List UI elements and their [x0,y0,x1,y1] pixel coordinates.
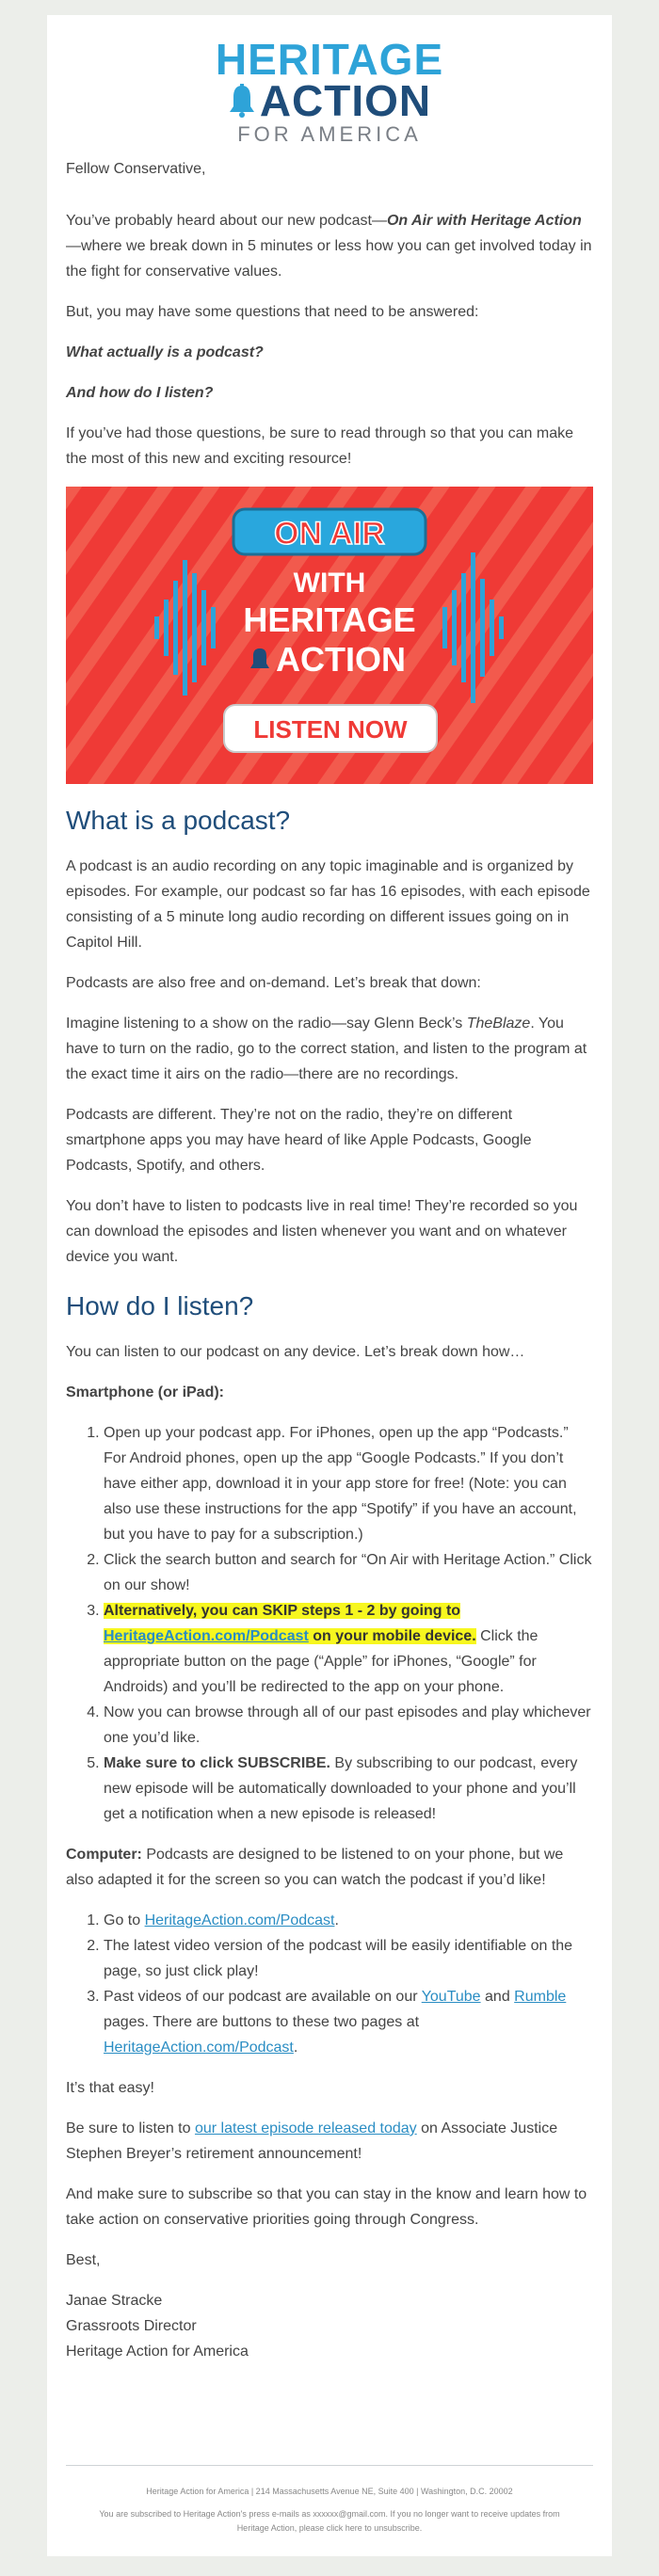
footer-address: Heritage Action for America | 214 Massachusetts Avenue NE, Suite 400 | Washington, D.C. 20002 [146,2487,513,2496]
how-paragraph-1: You can listen to our podcast on any device. Let’s break down how… [66,1344,525,1360]
what-p3-suffix: . You have to turn on the radio, go to the correct station, and listen to the program at the exact time it airs on the radio—there are no recordings. [66,1016,587,1082]
smartphone-step-4: 4. Now you can browse through all of our past episodes and play whichever one you’d like. [104,1700,593,1751]
computer-step-2: 2. The latest video version of the podcast will be easily identifiable on the page, so just click play! [104,1933,593,1984]
heritage-action-logo[interactable] [47,24,612,147]
logo-word-heritage: HERITAGE [215,35,444,84]
signer-title: Grassroots Director [66,2318,197,2334]
signature-block [66,2288,593,2364]
what-heading: What is a podcast? [66,806,291,835]
question-1: What actually is a podcast? [66,344,264,360]
signer-org: Heritage Action for America [66,2344,249,2360]
logo-word-action [47,76,612,125]
computer-step-3-and: and [480,1989,515,2005]
podcast-page-link[interactable]: HeritageAction.com/Podcast [104,1628,309,1644]
computer-step-3-prefix: Past videos of our podcast are available on our [104,1989,422,2005]
smartphone-steps [104,1420,593,1827]
smartphone-step-1: 1. Open up your podcast app. For iPhones, open up the app “Podcasts.” For Android phones, open up the app “Google Podcasts.” If you don’t have either app, download it in your app store for free! (Note: you can also use these instructions for the app “Spotify” if you have an account, but you have to pay for a subscription.) [104,1420,593,1547]
intro-paragraph-3: If you’ve had those questions, be sure to read through so that you can make the most of this new and exciting resource! [66,425,574,467]
footer-unsubscribe-text[interactable]: You are subscribed to Heritage Action's press e-mails as xxxxxx@gmail.com. If you no longer want to receive updates from Heritage Action, please click here to unsubscribe. [99,2509,560,2533]
mobile-device-highlight: on your mobile device. [308,1628,476,1644]
subscribe-instruction: Make sure to click SUBSCRIBE. [104,1755,330,1771]
intro-paragraph-2: But, you may have some questions that need to be answered: [66,304,479,320]
latest-episode-paragraph [66,2116,593,2167]
computer-step-3-suffix: . [293,2040,298,2056]
skip-steps-highlight: Alternatively, you can SKIP steps 1 - 2 by going to [104,1603,461,1619]
footer-divider [66,2465,593,2466]
logo-word-for-america: FOR AMERICA [237,122,422,146]
computer-step-3-mid: pages. There are buttons to these two pages at [104,2014,420,2030]
what-paragraph-1: A podcast is an audio recording on any topic imaginable and is organized by episodes. For example, our podcast so far has 16 episodes, with each episode consisting of a 5 minute long audio recording on different issues going on in Capitol Hill. [66,858,590,951]
signer-name: Janae Stracke [66,2293,163,2309]
banner-with-text: WITH [293,568,366,599]
greeting: Fellow Conservative, [66,161,206,177]
intro-paragraph-1 [66,208,593,284]
on-air-banner[interactable] [66,487,593,784]
smartphone-step-3 [104,1598,593,1700]
computer-paragraph [66,1842,593,1893]
banner-heritage-text: HERITAGE [243,600,416,639]
computer-label: Computer: [66,1847,142,1863]
latest-episode-suffix: on Associate Justice Stephen Breyer’s retirement announcement! [66,2120,558,2162]
computer-step-3 [104,1984,593,2060]
computer-steps [104,1908,593,2060]
question-2: And how do I listen? [66,385,214,401]
what-paragraph-4: Podcasts are different. They’re not on the radio, they’re on different smartphone apps you may have heard of like Apple Podcasts, Google Podcasts, Spotify, and others. [66,1107,532,1174]
what-paragraph-2: Podcasts are also free and on-demand. Let’s break that down: [66,975,481,991]
intro-p1-suffix: —where we break down in 5 minutes or less how you can get involved today in the fight for conservative values. [66,238,592,280]
podcast-title: On Air with Heritage Action [386,213,582,229]
on-air-text: ON AIR [274,516,385,552]
listen-now-text: LISTEN NOW [253,715,408,744]
smartphone-step-5-rest: By subscribing to our podcast, every new episode will be automatically downloaded to your phone and you’ll get a notification when a new episode is released! [104,1755,578,1822]
what-p3-prefix: Imagine listening to a show on the radio—say Glenn Beck’s [66,1016,467,1032]
rumble-link[interactable]: Rumble [514,1989,567,2005]
podcast-page-link-3[interactable]: HeritageAction.com/Podcast [104,2040,294,2056]
computer-step-1-prefix: Go to [104,1912,145,1928]
latest-episode-link[interactable]: our latest episode released today [194,2120,417,2136]
intro-p1-prefix: You’ve probably heard about our new podcast— [66,213,387,229]
computer-text: Podcasts are designed to be listened to on your phone, but we also adapted it for the screen so you can watch the podcast if you’d like! [66,1847,564,1888]
smartphone-step-3-rest: Click the appropriate button on the page (“Apple” for iPhones, “Google” for Androids) and you’ll be redirected to the app on your phone. [104,1628,538,1695]
podcast-page-link-2[interactable]: HeritageAction.com/Podcast [144,1912,335,1928]
what-paragraph-3 [66,1011,593,1087]
sign-off: Best, [66,2252,101,2268]
smartphone-step-5 [104,1751,593,1827]
latest-episode-prefix: Be sure to listen to [66,2120,195,2136]
theblaze-text: TheBlaze [466,1016,531,1032]
banner-action-text: ACTION [276,640,406,679]
computer-step-1-suffix: . [334,1912,339,1928]
subscribe-paragraph: And make sure to subscribe so that you can stay in the know and learn how to take action on conservative priorities going through Congress. [66,2186,587,2228]
email-body [66,156,593,2364]
computer-step-1 [104,1908,593,1933]
what-paragraph-5: You don’t have to listen to podcasts live in real time! They’re recorded so you can download the episodes and listen whenever you want and on whatever device you want. [66,1198,578,1265]
email-card [47,15,612,2556]
logo-word-action-text: ACTION [259,76,432,125]
smartphone-step-2: 2. Click the search button and search for “On Air with Heritage Action.” Click on our show! [104,1547,593,1598]
its-that-easy: It’s that easy! [66,2080,154,2096]
youtube-link[interactable]: YouTube [421,1989,481,2005]
how-heading: How do I listen? [66,1291,254,1320]
liberty-bell-icon [228,84,256,118]
smartphone-label: Smartphone (or iPad): [66,1384,225,1400]
